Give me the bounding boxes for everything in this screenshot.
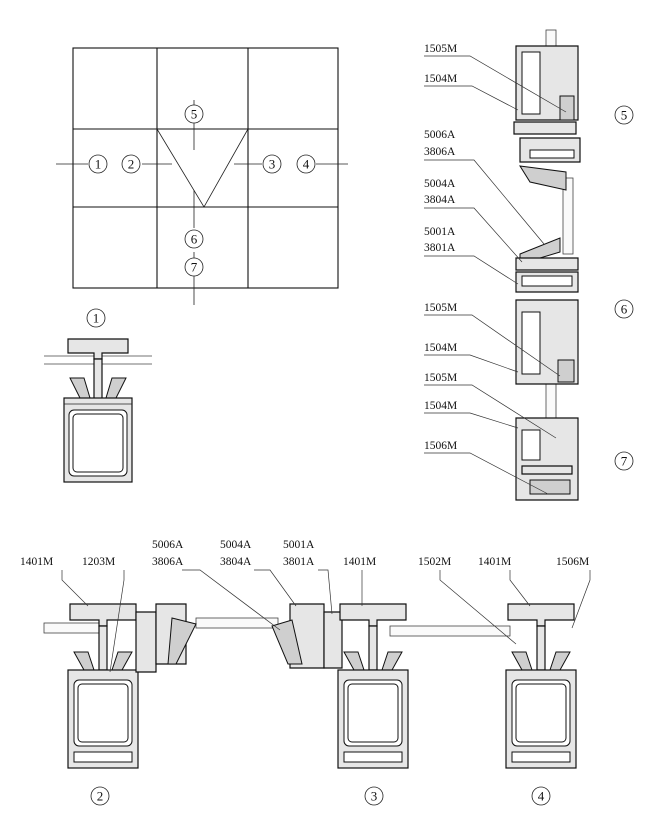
callout-7-grid [185, 258, 203, 276]
svg-text:5: 5 [620, 107, 628, 123]
callout-5-right [615, 106, 633, 124]
label-3801A-bottom: 3801A [283, 556, 315, 568]
label-1506M-bottom: 1506M [556, 556, 590, 568]
callout-3-bottom [365, 787, 383, 805]
callout-1-title [87, 309, 105, 327]
svg-text:6: 6 [190, 231, 198, 247]
label-1401M-b: 1401M [343, 556, 377, 568]
label-5001A-bottom: 5001A [283, 539, 315, 551]
label-5006A-right: 5006A [424, 129, 456, 141]
label-1203M: 1203M [82, 556, 116, 568]
label-5004A-right: 5004A [424, 178, 456, 190]
vertical-sections [424, 30, 633, 500]
label-1401M-a: 1401M [20, 556, 54, 568]
label-1504M-a: 1504M [424, 73, 458, 85]
svg-text:2: 2 [96, 788, 104, 804]
label-3804A-right: 3804A [424, 194, 456, 206]
svg-text:1: 1 [94, 156, 102, 172]
callout-4-bottom [532, 787, 550, 805]
callout-5-grid [185, 105, 203, 123]
label-1401M-c: 1401M [478, 556, 512, 568]
elevation-grid [56, 48, 348, 305]
callout-1-grid [89, 155, 107, 173]
label-5004A-bottom: 5004A [220, 539, 252, 551]
callout-4-grid [297, 155, 315, 173]
label-1505M-a: 1505M [424, 43, 458, 55]
callout-3-grid [263, 155, 281, 173]
section-1-detail [44, 309, 152, 482]
label-1505M-b: 1505M [424, 302, 458, 314]
svg-text:1: 1 [92, 310, 100, 326]
svg-text:3: 3 [370, 788, 378, 804]
svg-text:7: 7 [620, 453, 628, 469]
label-3801A-right: 3801A [424, 242, 456, 254]
svg-text:6: 6 [620, 301, 628, 317]
label-1504M-c: 1504M [424, 400, 458, 412]
callout-2-bottom [91, 787, 109, 805]
label-1504M-b: 1504M [424, 342, 458, 354]
callout-6-right [615, 300, 633, 318]
label-5006A-bottom: 5006A [152, 539, 184, 551]
svg-text:2: 2 [127, 156, 135, 172]
horizontal-sections [20, 539, 590, 805]
svg-text:4: 4 [537, 788, 545, 804]
svg-text:7: 7 [190, 259, 198, 275]
callout-7-right [615, 452, 633, 470]
label-3804A-bottom: 3804A [220, 556, 252, 568]
label-3806A-bottom: 3806A [152, 556, 184, 568]
label-1506M-right: 1506M [424, 440, 458, 452]
label-1502M: 1502M [418, 556, 452, 568]
callout-2-grid [122, 155, 140, 173]
label-5001A-right: 5001A [424, 226, 456, 238]
svg-text:5: 5 [190, 106, 198, 122]
callout-6-grid [185, 230, 203, 248]
svg-text:4: 4 [302, 156, 310, 172]
label-1505M-c: 1505M [424, 372, 458, 384]
svg-text:3: 3 [268, 156, 276, 172]
label-3806A-right: 3806A [424, 146, 456, 158]
